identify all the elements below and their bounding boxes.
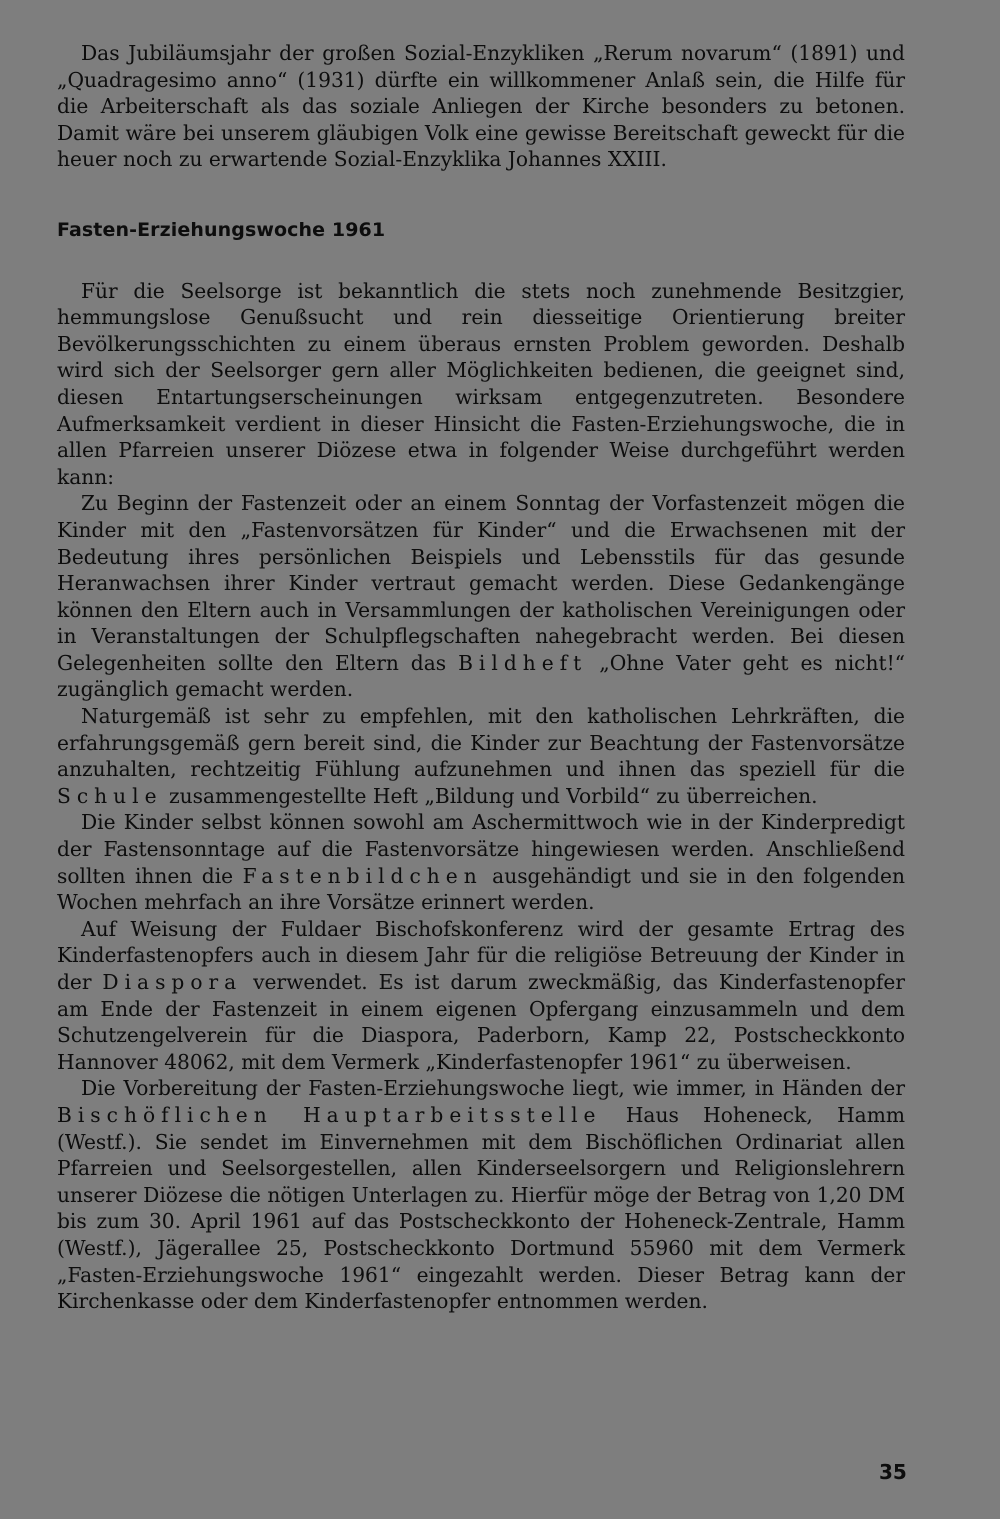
paragraph-2-text-a: Zu Beginn der Fastenzeit oder an einem Sonntag der Vorfastenzeit mögen die Kinder mit den „Fastenvorsätzen für Kinder“ und die Erwachsenen mit der Bedeutung ihres persönlichen Beispiels und Lebensstils für das gesunde Heranwachsen ihrer Kinder vertraut gemacht werden. Diese Gedankengänge können den Eltern auch in Versammlungen der katholischen Vereinigungen oder in Veranstaltungen der Schulpflegschaften nahegebracht werden. Bei diesen Gelegenheiten sollte den Eltern das	[57, 491, 905, 675]
paragraph-6	[57, 1075, 905, 1314]
paragraph-5-text-a: Auf Weisung der Fuldaer Bischofskonferenz wird der gesamte Ertrag des Kinderfastenopfers auch in diesem Jahr für die religiöse Betreuung der Kinder in der	[57, 916, 905, 994]
paragraph-4	[57, 809, 905, 915]
text-column	[57, 40, 905, 1315]
intro-paragraph: Das Jubiläumsjahr der großen Sozial-Enzykliken „Rerum novarum“ (1891) und „Quadragesimo anno“ (1931) dürfte ein willkommener Anlaß sein, die Hilfe für die Arbeiterschaft als das soziale Anliegen der Kirche besonders zu betonen. Damit wäre bei unserem gläubigen Volk eine gewisse Bereitschaft geweckt für die heuer noch zu erwartende Sozial-Enzyklika Johannes XXIII.	[57, 41, 905, 172]
paragraph-3-text-b: zusammengestellte Heft „Bildung und Vorbild“ zu überreichen.	[162, 783, 818, 808]
paragraph-3-text-a: Naturgemäß ist sehr zu empfehlen, mit den katholischen Lehrkräften, die erfahrungsgemäß gern bereit sind, die Kinder zur Beachtung der Fastenvorsätze anzuhalten, rechtzeitig Fühlung aufzunehmen und ihnen das speziell für die	[57, 704, 905, 782]
paragraph-4-text-b: ausgehändigt und sie in den folgenden Wochen mehrfach an ihre Vorsätze erinnert werden.	[57, 863, 905, 915]
paragraph-2-text-b: „Ohne Vater geht es nicht!“ zugänglich gemacht werden.	[57, 650, 905, 702]
paragraph-6-text-b: Haus Hoheneck, Hamm (Westf.). Sie sendet im Einvernehmen mit dem Bischöflichen Ordinariat allen Pfarreien und Seelsorgestellen, allen Kinderseelsorgern und Religionslehrern unserer Diözese die nötigen Unterlagen zu. Hierfür möge der Betrag von 1,20 DM bis zum 30. April 1961 auf das Postscheckkonto der Hoheneck-Zentrale, Hamm (Westf.), Jägerallee 25, Postscheckkonto Dortmund 55960 mit dem Vermerk „Fasten-Erziehungswoche 1961“ eingezahlt werden. Dieser Betrag kann der Kirchenkasse oder dem Kinderfastenopfer entnommen werden.	[57, 1102, 905, 1314]
spaced-term-schule: Schule	[57, 783, 163, 808]
paragraph-4-text-a: Die Kinder selbst können sowohl am Aschermittwoch wie in der Kinderpredigt der Fastensonntage auf die Fastenvorsätze hingewiesen werden. Anschließend sollten ihnen die	[57, 810, 905, 888]
paragraph-2	[57, 490, 905, 703]
spaced-term-diaspora: Diaspora	[102, 970, 243, 994]
paragraph-5-text-b: verwendet. Es ist darum zweckmäßig, das Kinderfastenopfer am Ende der Fastenzeit in einem eigenen Opfergang einzusammeln und dem Schutzengelverein für die Diaspora, Paderborn, Kamp 22, Postscheckkonto Hannover 48062, mit dem Vermerk „Kinderfastenopfer 1961“ zu überweisen.	[57, 970, 905, 1074]
paragraph-5	[57, 916, 905, 1076]
paragraph-1: Für die Seelsorge ist bekanntlich die stets noch zunehmende Besitzgier, hemmungslose Genußsucht und rein diesseitige Orientierung breiter Bevölkerungsschichten zu einem überaus ernsten Problem geworden. Deshalb wird sich der Seelsorger gern aller Möglichkeiten bedienen, die geeignet sind, diesen Entartungserscheinungen wirksam entgegenzutreten. Besondere Aufmerksamkeit verdient in dieser Hinsicht die Fasten-Erziehungswoche, die in allen Pfarreien unserer Diözese etwa in folgender Weise durchgeführt werden kann:	[57, 278, 905, 489]
section-heading: Fasten-Erziehungswoche 1961	[57, 218, 386, 241]
spaced-term-hauptarbeitsstelle: Bischöflichen Hauptarbeitsstelle	[57, 1102, 602, 1127]
spaced-term-bildheft: Bildheft	[458, 650, 588, 675]
spaced-term-fastenbildchen: Fastenbildchen	[242, 863, 483, 888]
page-number: 35	[879, 1460, 907, 1484]
paragraph-6-text-a: Die Vorbereitung der Fasten-Erziehungswoche liegt, wie immer, in Händen der	[81, 1076, 905, 1101]
paragraph-3	[57, 703, 905, 809]
